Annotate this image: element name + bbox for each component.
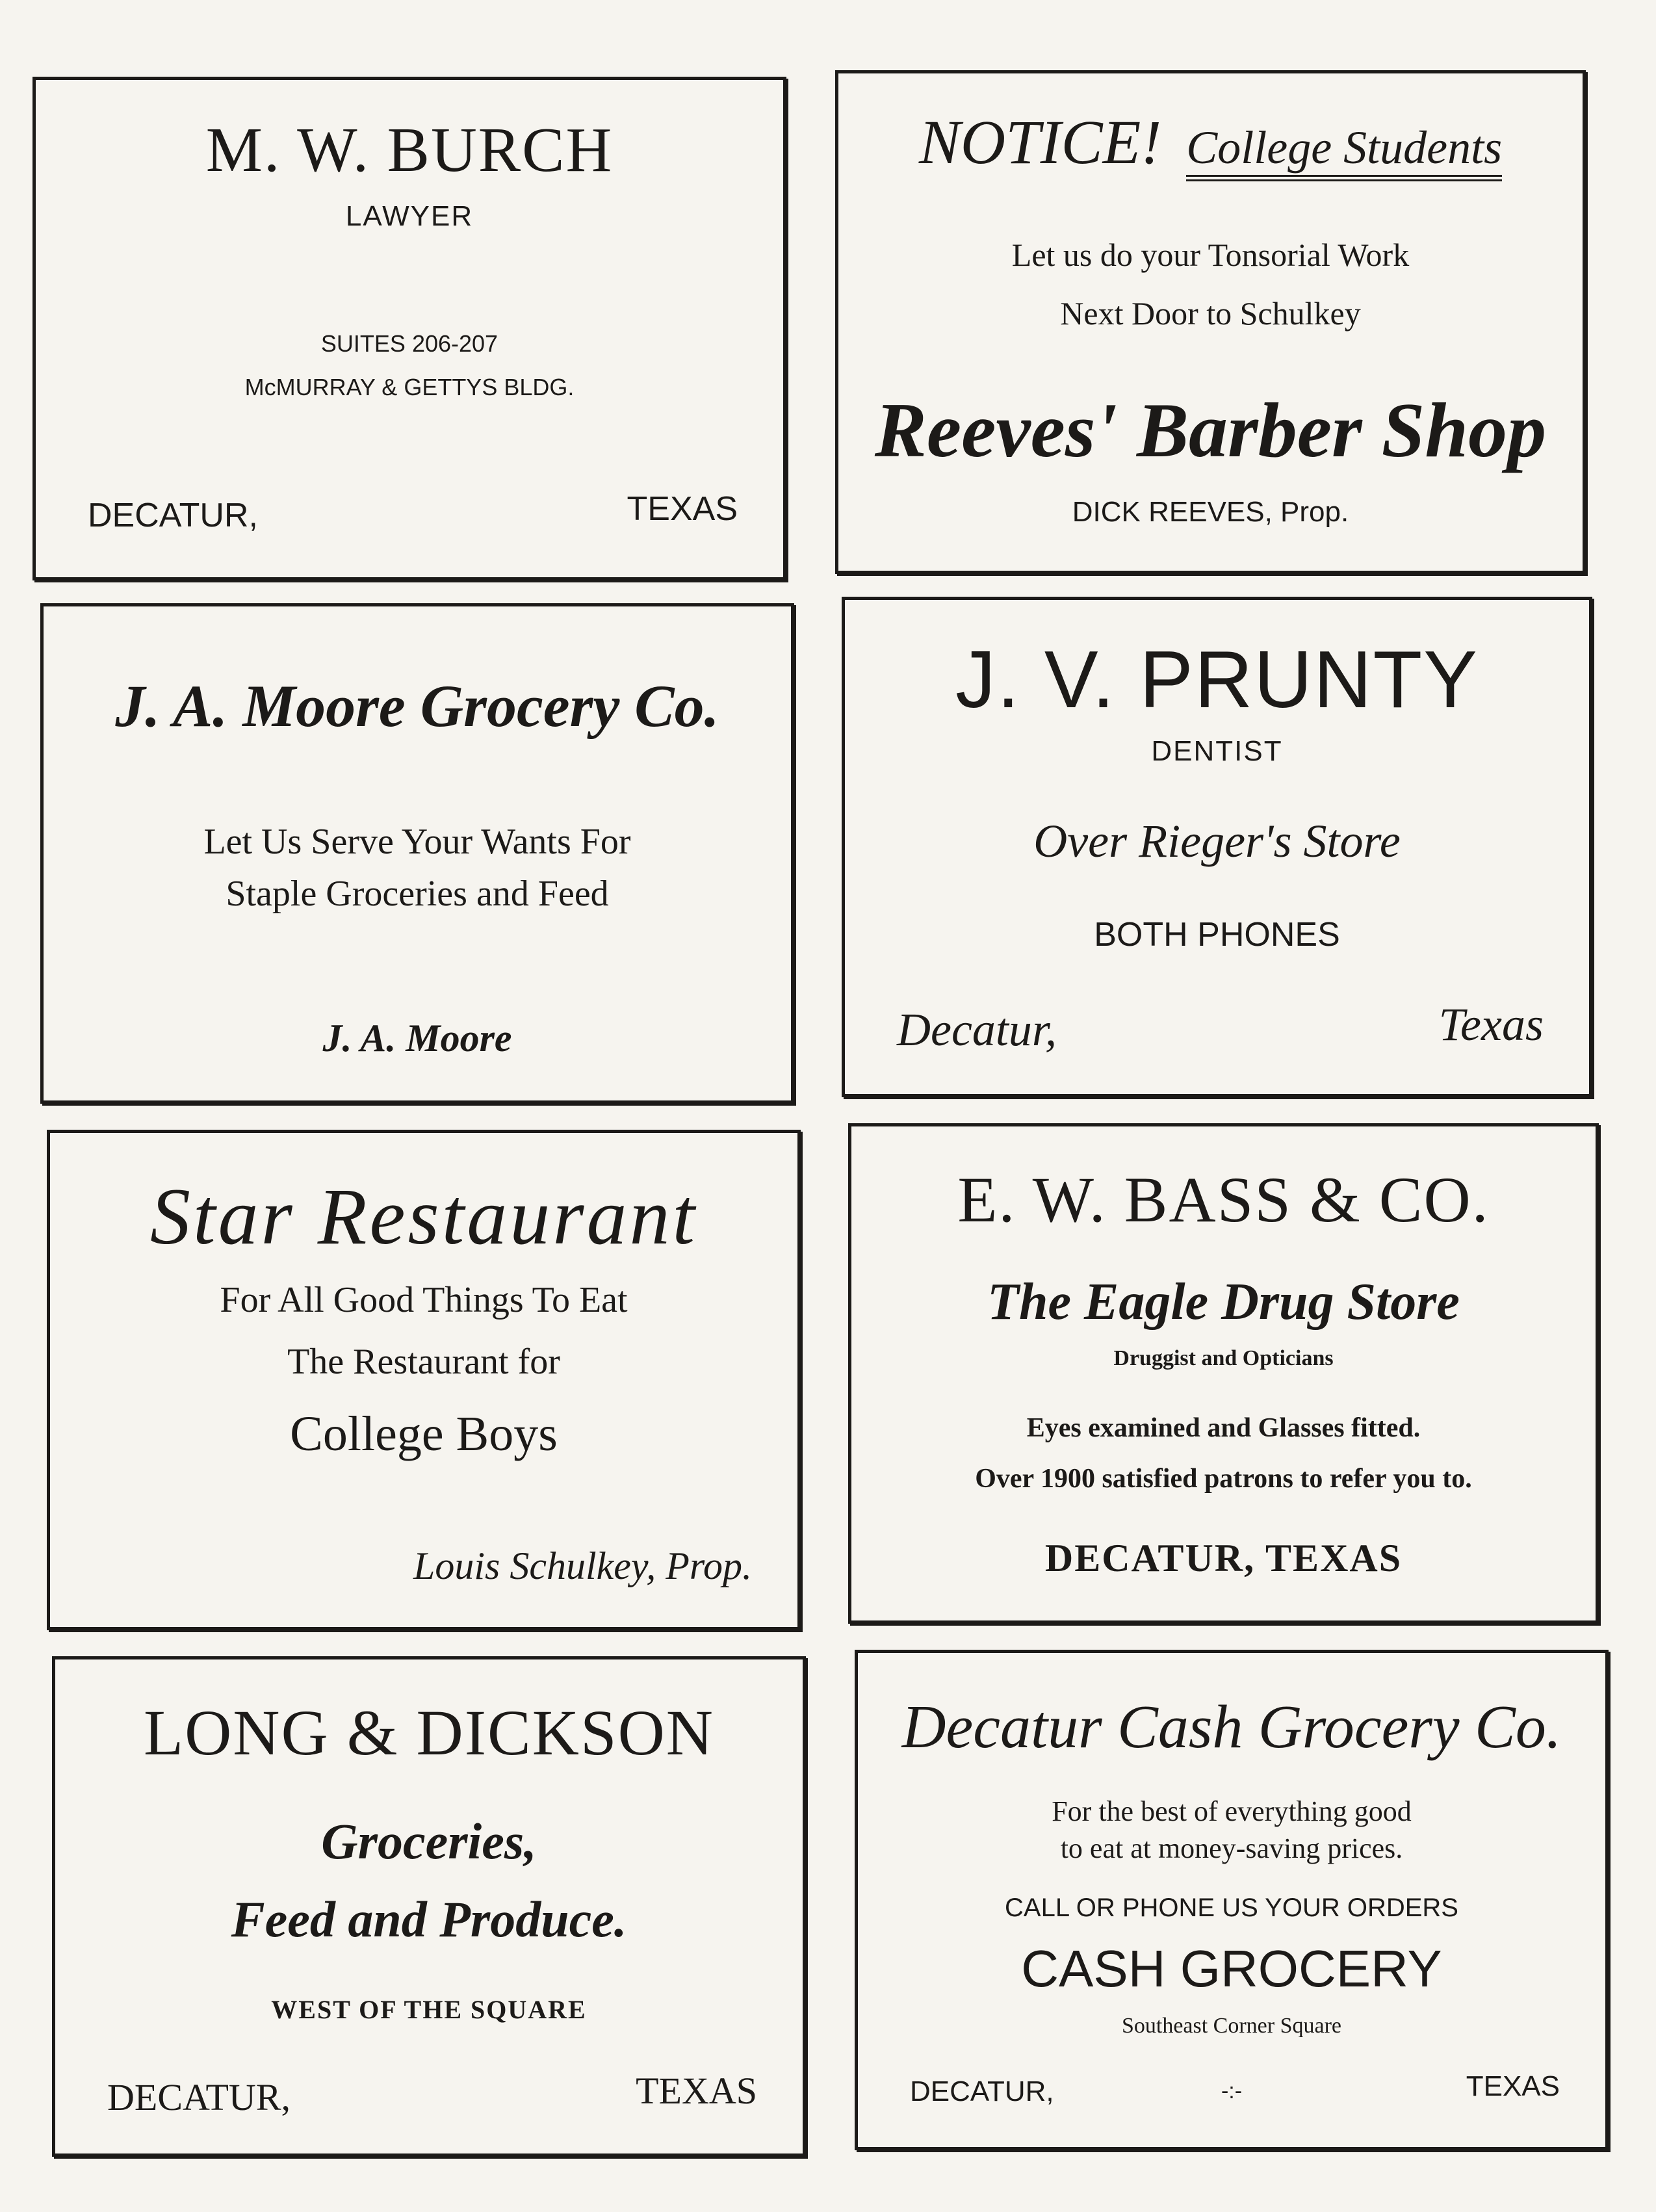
ad-separator: -:- (1221, 2079, 1243, 2103)
ad-name: Star Restaurant (150, 1172, 697, 1261)
ad-signature: J. A. Moore (322, 1017, 512, 1060)
ad-bass-drug-store (848, 1123, 1599, 1624)
ad-line-1: For the best of everything good (1052, 1795, 1412, 1827)
ad-name: M. W. BURCH (205, 115, 614, 185)
ad-star-restaurant (47, 1130, 801, 1630)
ad-proprietor: Louis Schulkey, Prop. (413, 1544, 752, 1587)
ad-location: Over Rieger's Store (1033, 815, 1401, 867)
ad-call: CALL OR PHONE US YOUR ORDERS (1005, 1893, 1458, 1922)
ad-location: WEST OF THE SQUARE (271, 1995, 587, 2024)
ad-line-1: Eyes examined and Glasses fitted. (1026, 1413, 1421, 1443)
ad-moore-grocery (40, 603, 794, 1104)
ad-city: DECATUR, (107, 2076, 291, 2118)
ad-line-2: Next Door to Schulkey (1060, 295, 1361, 332)
ad-name: LONG & DICKSON (144, 1697, 714, 1769)
ad-headline (838, 106, 1583, 178)
ad-name: J. V. PRUNTY (955, 635, 1479, 725)
ad-line-1: Let us do your Tonsorial Work (1011, 237, 1410, 273)
ad-address-line-2: McMURRAY & GETTYS BLDG. (244, 374, 575, 400)
ad-line-3: College Boys (290, 1407, 558, 1461)
notice-label: NOTICE! (918, 107, 1162, 177)
ad-location: Southeast Corner Square (1121, 2014, 1342, 2038)
ad-name: Reeves' Barber Shop (874, 387, 1547, 473)
ad-title: LAWYER (345, 200, 474, 232)
ad-store: The Eagle Drug Store (987, 1273, 1460, 1331)
ad-name: J. A. Moore Grocery Co. (115, 673, 719, 739)
ad-address-line-1: SUITES 206-207 (320, 330, 498, 357)
ad-burch-lawyer (32, 77, 786, 580)
ad-reeves-barber-shop (835, 70, 1586, 574)
ad-line-2: Feed and Produce. (231, 1891, 627, 1947)
ad-state: TEXAS (627, 490, 738, 528)
ad-city-state: DECATUR, TEXAS (1044, 1537, 1403, 1580)
ad-city: Decatur, (897, 1004, 1057, 1056)
ad-phones: BOTH PHONES (1094, 916, 1340, 954)
ad-state: TEXAS (636, 2070, 757, 2112)
ad-line-2: Over 1900 satisfied patrons to refer you to. (975, 1464, 1472, 1494)
ad-prunty-dentist (842, 597, 1592, 1097)
ad-state: TEXAS (1466, 2070, 1560, 2102)
ad-line-2: to eat at money-saving prices. (1060, 1832, 1403, 1864)
ad-proprietor: DICK REEVES, Prop. (1072, 496, 1349, 528)
ad-brand: CASH GROCERY (1021, 1940, 1442, 1997)
ad-name: E. W. BASS & CO. (957, 1164, 1490, 1236)
ad-city: DECATUR, (910, 2075, 1054, 2107)
ad-line-2: The Restaurant for (287, 1342, 560, 1382)
ad-line-1: For All Good Things To Eat (220, 1280, 628, 1320)
ad-line-2: Staple Groceries and Feed (226, 874, 609, 914)
ad-long-dickson (52, 1656, 806, 2157)
audience-label: College Students (1186, 122, 1502, 181)
ad-city: DECATUR, (88, 497, 258, 534)
ad-name: Decatur Cash Grocery Co. (901, 1693, 1562, 1761)
ad-state: Texas (1438, 998, 1544, 1050)
ad-title: DENTIST (1151, 735, 1283, 767)
ad-line-1: Groceries, (321, 1813, 537, 1869)
ad-line-1: Let Us Serve Your Wants For (203, 822, 631, 862)
ad-decatur-cash-grocery (855, 1650, 1609, 2150)
ad-subtitle: Druggist and Opticians (1113, 1346, 1334, 1370)
